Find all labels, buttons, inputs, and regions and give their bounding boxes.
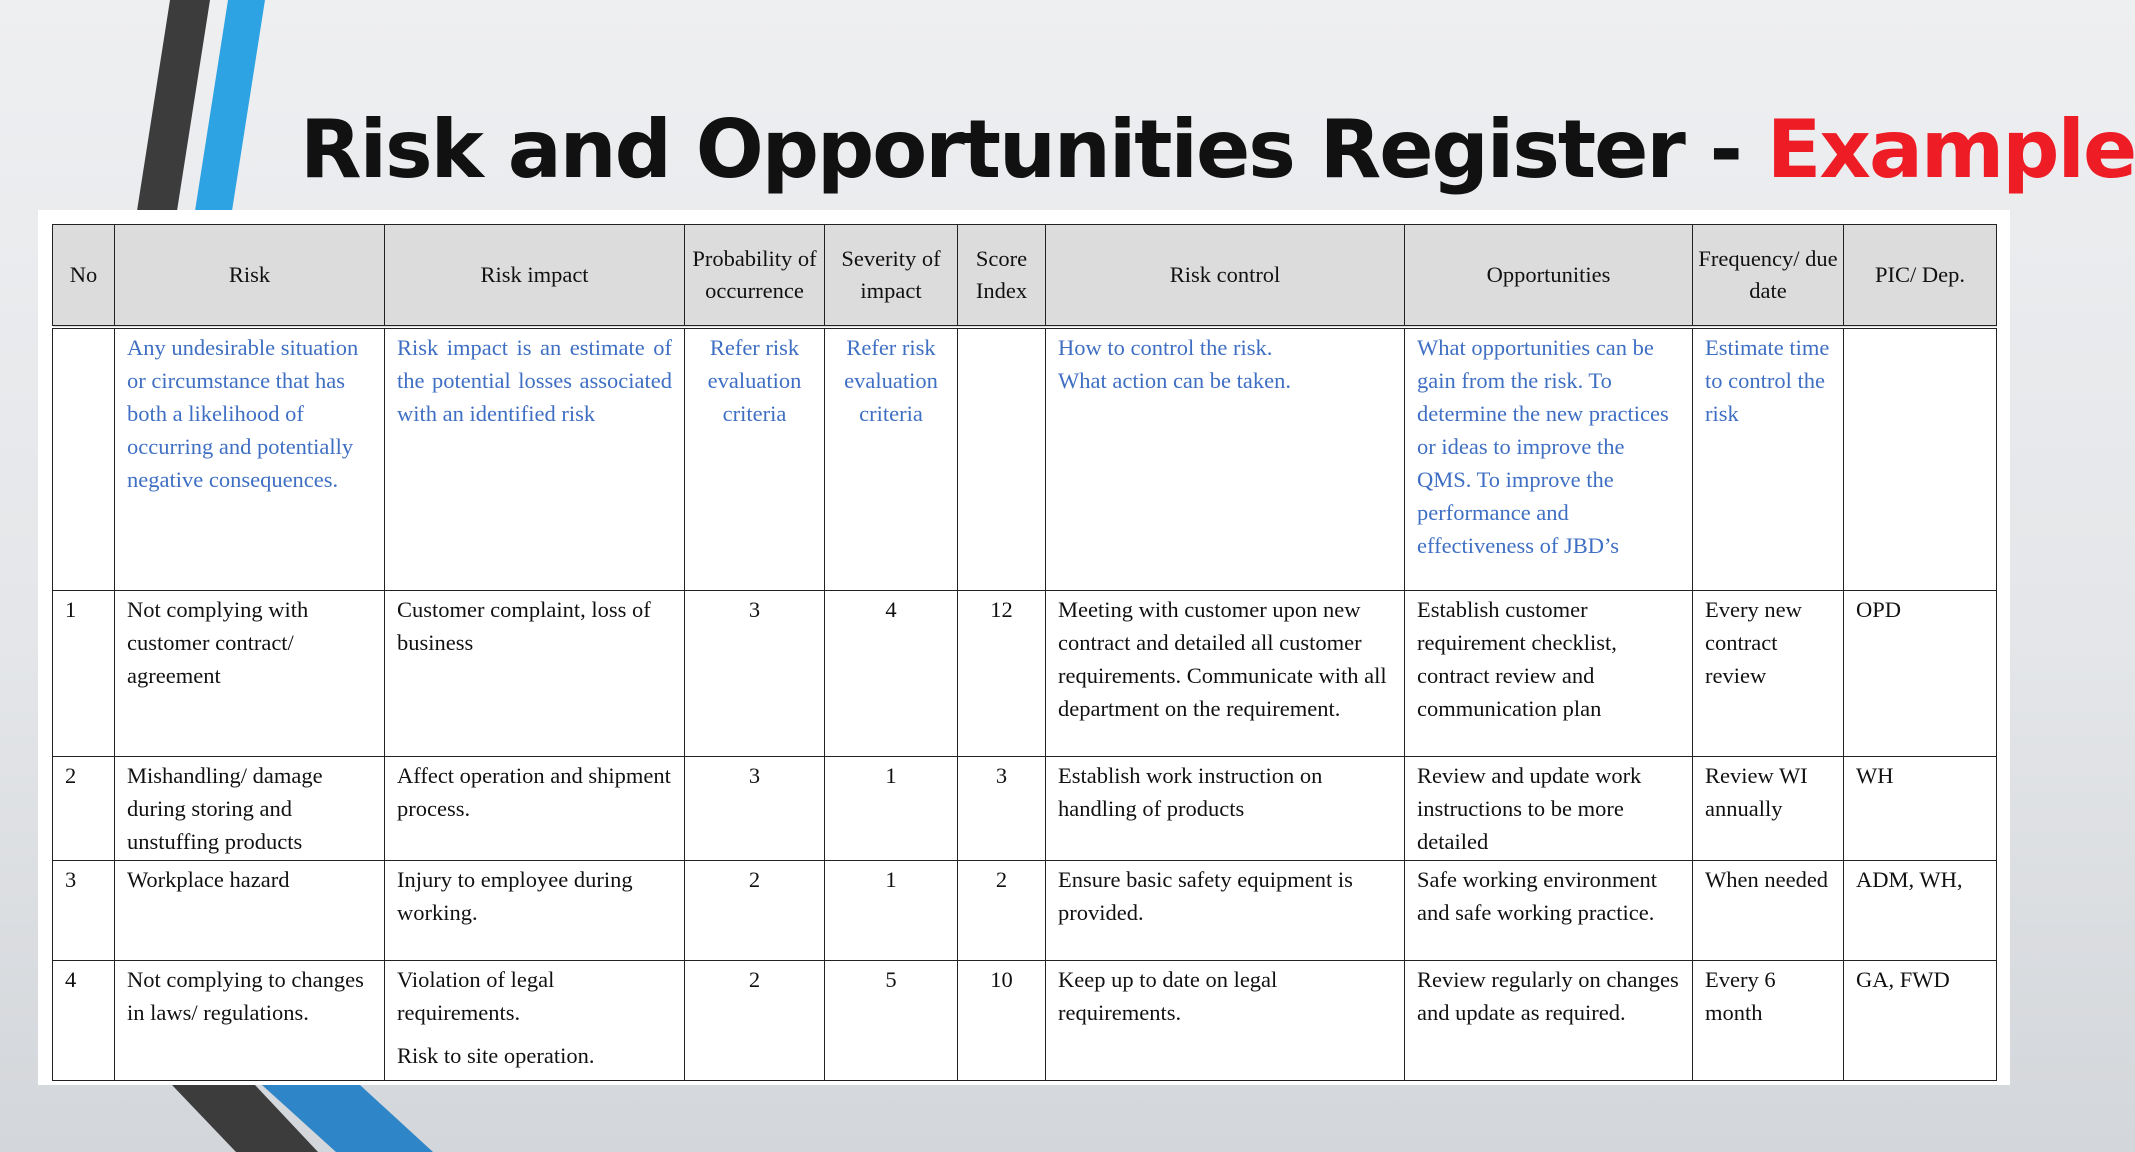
guide-no xyxy=(53,327,115,591)
guide-row xyxy=(53,327,1997,591)
cell-pic: WH xyxy=(1844,757,1997,861)
cell-risk-impact xyxy=(385,861,685,961)
cell-severity: 1 xyxy=(825,861,958,961)
guide-score xyxy=(958,327,1046,591)
header-risk-control: Risk control xyxy=(1046,225,1405,327)
header-opportunities: Opportunities xyxy=(1405,225,1693,327)
cell-risk-control: Ensure basic safety equipment is provided. xyxy=(1046,861,1405,961)
cell-frequency: Every new contract review xyxy=(1693,591,1844,757)
guide-opportunities: What opportunities can be gain from the risk. To determine the new practices or ideas to improve the QMS. To improve the performance and effectiveness of JBD’s xyxy=(1405,327,1693,591)
table-row xyxy=(53,961,1997,1081)
guide-risk-control-line-1: How to control the risk. xyxy=(1058,334,1273,360)
cell-frequency: Review WI annually xyxy=(1693,757,1844,861)
cell-risk-impact xyxy=(385,961,685,1081)
cell-opportunities: Safe working environment and safe working practice. xyxy=(1405,861,1693,961)
table-panel xyxy=(38,210,2010,1085)
cell-risk-control: Establish work instruction on handling of products xyxy=(1046,757,1405,861)
header-risk: Risk xyxy=(115,225,385,327)
guide-frequency: Estimate time to control the risk xyxy=(1693,327,1844,591)
cell-opportunities: Review and update work instructions to be more detailed xyxy=(1405,757,1693,861)
guide-risk-impact: Risk impact is an estimate of the potential losses associated with an identified risk xyxy=(385,327,685,591)
cell-frequency: When needed xyxy=(1693,861,1844,961)
cell-no: 4 xyxy=(53,961,115,1081)
cell-risk-impact-text: Violation of legal requirements. xyxy=(397,967,555,1025)
cell-risk: Mishandling/ damage during storing and unstuffing products xyxy=(115,757,385,861)
cell-score: 10 xyxy=(958,961,1046,1081)
guide-risk: Any undesirable situation or circumstance that has both a likelihood of occurring and potentially negative consequences. xyxy=(115,327,385,591)
cell-probability: 2 xyxy=(685,961,825,1081)
cell-opportunities: Review regularly on changes and update as required. xyxy=(1405,961,1693,1081)
cell-pic: OPD xyxy=(1844,591,1997,757)
cell-risk: Not complying with customer contract/ agreement xyxy=(115,591,385,757)
guide-risk-control-line-2: What action can be taken. xyxy=(1058,367,1292,393)
cell-score: 2 xyxy=(958,861,1046,961)
guide-pic xyxy=(1844,327,1997,591)
cell-risk: Workplace hazard xyxy=(115,861,385,961)
header-frequency: Frequency/ due date xyxy=(1693,225,1844,327)
table-row xyxy=(53,861,1997,961)
cell-risk-impact xyxy=(385,591,685,757)
cell-no: 3 xyxy=(53,861,115,961)
table-header-row xyxy=(53,225,1997,327)
cell-probability: 3 xyxy=(685,757,825,861)
header-severity: Severity of impact xyxy=(825,225,958,327)
title-main: Risk and Opportunities Register - xyxy=(300,103,1767,196)
cell-score: 12 xyxy=(958,591,1046,757)
cell-opportunities: Establish customer requirement checklist, contract review and communication plan xyxy=(1405,591,1693,757)
cell-severity: 4 xyxy=(825,591,958,757)
cell-risk-impact-text: Affect operation and shipment process. xyxy=(397,763,671,821)
cell-frequency: Every 6 month xyxy=(1693,961,1844,1081)
title-accent: Example xyxy=(1766,103,2135,196)
cell-risk-impact xyxy=(385,757,685,861)
guide-severity: Refer risk evaluation criteria xyxy=(825,327,958,591)
cell-severity: 1 xyxy=(825,757,958,861)
page-title xyxy=(300,104,2135,196)
guide-probability: Refer risk evaluation criteria xyxy=(685,327,825,591)
cell-probability: 3 xyxy=(685,591,825,757)
cell-no: 1 xyxy=(53,591,115,757)
cell-pic: ADM, WH, xyxy=(1844,861,1997,961)
header-pic: PIC/ Dep. xyxy=(1844,225,1997,327)
cell-no: 2 xyxy=(53,757,115,861)
cell-risk: Not complying to changes in laws/ regulations. xyxy=(115,961,385,1081)
table-row xyxy=(53,591,1997,757)
header-score-index: Score Index xyxy=(958,225,1046,327)
cell-risk-control: Meeting with customer upon new contract and detailed all customer requirements. Communicate with all department on the requirement. xyxy=(1046,591,1405,757)
risk-register-table xyxy=(52,224,1997,1081)
header-probability: Probability of occurrence xyxy=(685,225,825,327)
guide-risk-control xyxy=(1046,327,1405,591)
cell-probability: 2 xyxy=(685,861,825,961)
cell-risk-impact-text: Injury to employee during working. xyxy=(397,867,633,925)
cell-risk-impact-text: Customer complaint, loss of business xyxy=(397,597,651,655)
cell-risk-impact-text-2: Risk to site operation. xyxy=(397,1043,595,1068)
cell-pic: GA, FWD xyxy=(1844,961,1997,1081)
header-no: No xyxy=(53,225,115,327)
cell-risk-control: Keep up to date on legal requirements. xyxy=(1046,961,1405,1081)
cell-severity: 5 xyxy=(825,961,958,1081)
cell-score: 3 xyxy=(958,757,1046,861)
table-row xyxy=(53,757,1997,861)
header-risk-impact: Risk impact xyxy=(385,225,685,327)
